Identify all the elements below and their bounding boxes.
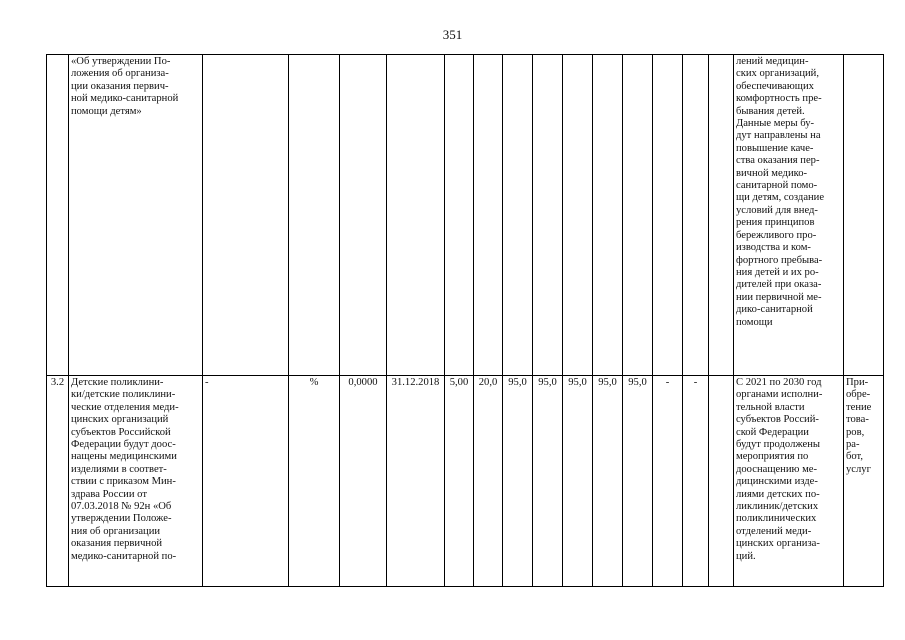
cell-base-date: 31.12.2018: [387, 376, 445, 587]
cell-year-5: [563, 55, 593, 376]
row-index: [47, 55, 69, 376]
cell-year-4: [533, 55, 563, 376]
measure-description: С 2021 по 2030 год органами исполни- тельной власти субъектов Россий- ской Федерации будут продолжены мероприятия по дооснащению ме- дицинскими изде- лиями детских по- ликлиник/детских поликлинических отделений меди- цинских организа- ций.: [734, 376, 844, 587]
cell-year-1: [445, 55, 474, 376]
cell-year-8: [653, 55, 683, 376]
cell-year-1: 5,00: [445, 376, 474, 587]
cell-base-value: 0,0000: [340, 376, 387, 587]
cell-col2: -: [203, 376, 289, 587]
page-number: 351: [442, 27, 463, 42]
table-row: [47, 376, 884, 587]
cell-year-2: 20,0: [474, 376, 503, 587]
cell-year-7: [623, 55, 653, 376]
cell-unit: %: [289, 376, 340, 587]
cell-base-value: [340, 55, 387, 376]
cell-year-8: -: [653, 376, 683, 587]
table-row: [47, 55, 884, 376]
cell-base-date: [387, 55, 445, 376]
measures-table: [46, 54, 884, 587]
measure-name: Детские поликлини- ки/детские поликлини- ческие отделения меди- цинских организаций субъектов Российской Федерации будут доос- нащены медицинскими изделиями в соответ- ствии с приказом Мин- здрава России от 07.03.2018 № 92н «Об утверждении Положе- ния об организации оказания первичной медико-санитарной по-: [69, 376, 203, 587]
cell-last: При- обре- тение това- ров, ра- бот, услуг: [844, 376, 884, 587]
cell-year-9: -: [683, 376, 709, 587]
cell-year-3: [503, 55, 533, 376]
cell-year-10: [709, 55, 734, 376]
cell-year-6: 95,0: [593, 376, 623, 587]
cell-year-7: 95,0: [623, 376, 653, 587]
cell-year-6: [593, 55, 623, 376]
row-index: 3.2: [47, 376, 69, 587]
cell-year-10: [709, 376, 734, 587]
measure-description: лений медицин- ских организаций, обеспечивающих комфортность пре- бывания детей. Данные меры бу- дут направлены на повышение каче- ства оказания пер- вичной медико- санитарной помо- щи детям, создание условий для внед- рения принципов бережливого про- изводства и ком- фортного пребыва- ния детей и их ро- дителей при оказа- нии первичной ме- дико-санитарной помощи: [734, 55, 844, 376]
cell-last: [844, 55, 884, 376]
measure-name: «Об утверждении По- ложения об организа- ции оказания первич- ной медико-санитарной помощи детям»: [69, 55, 203, 376]
cell-year-4: 95,0: [533, 376, 563, 587]
cell-year-9: [683, 55, 709, 376]
cell-year-3: 95,0: [503, 376, 533, 587]
cell-col2: [203, 55, 289, 376]
cell-year-2: [474, 55, 503, 376]
cell-year-5: 95,0: [563, 376, 593, 587]
cell-unit: [289, 55, 340, 376]
